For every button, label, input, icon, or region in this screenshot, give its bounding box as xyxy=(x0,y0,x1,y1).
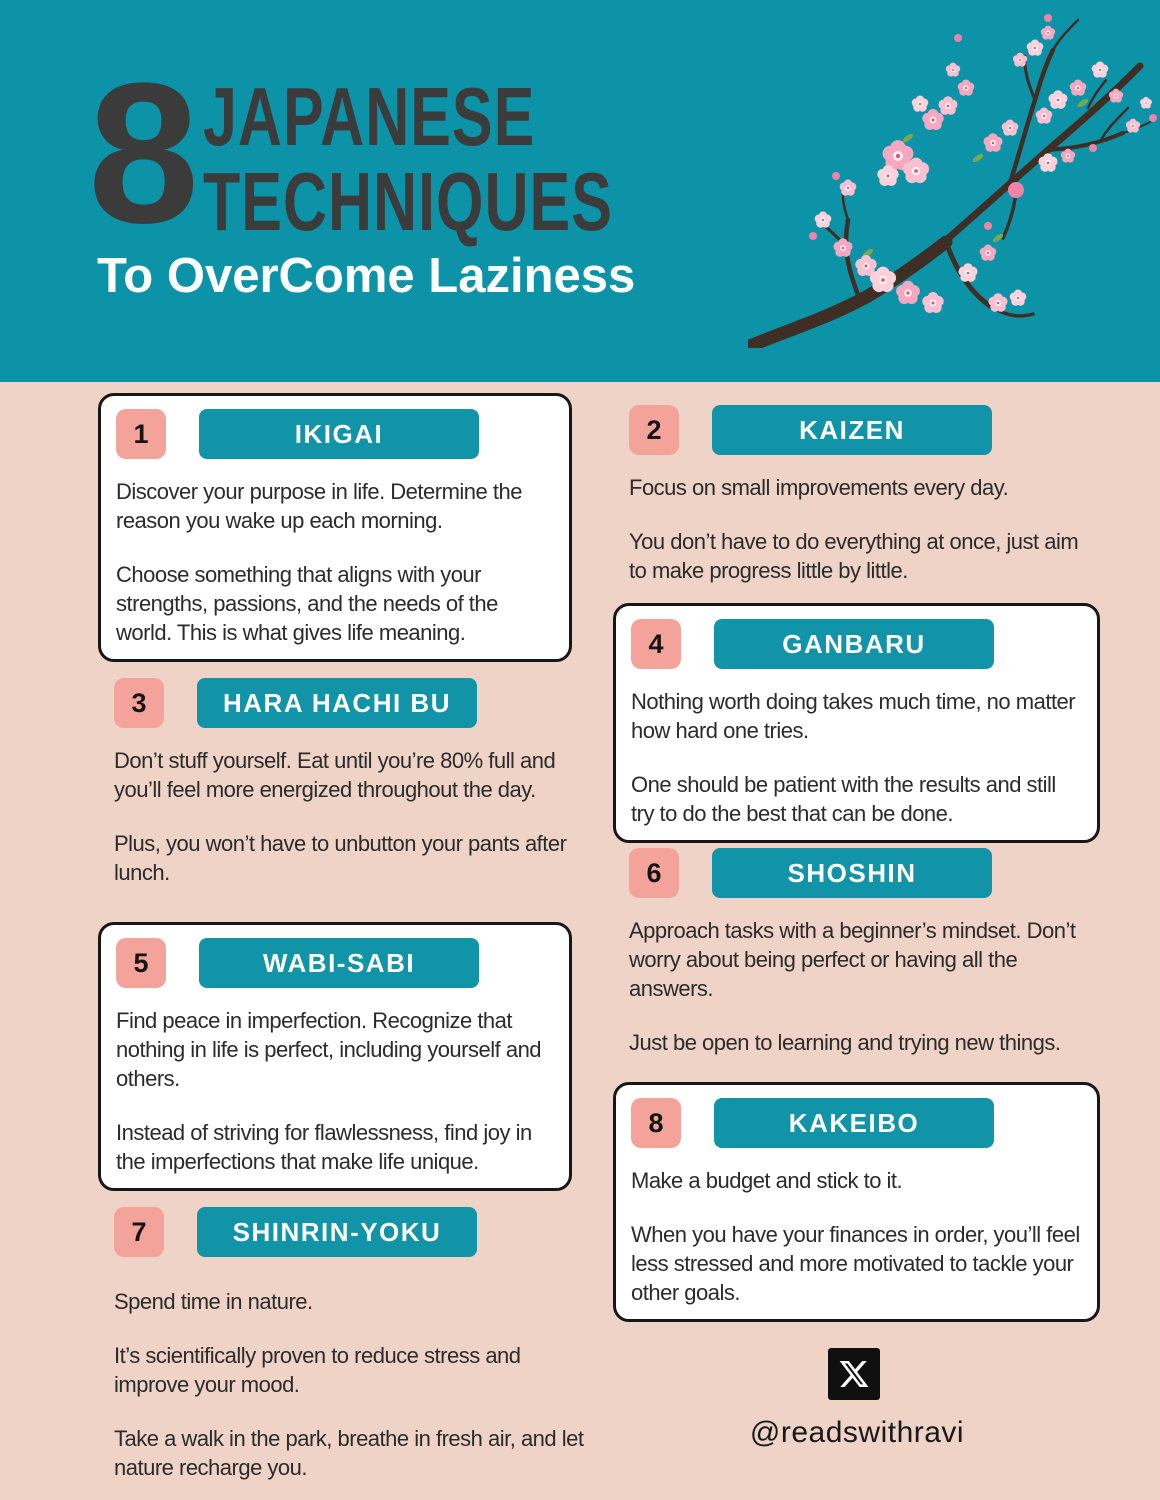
number-badge: 4 xyxy=(631,619,681,669)
card-paragraph: Just be open to learning and trying new things. xyxy=(629,1030,1061,1055)
card-paragraph: Plus, you won’t have to unbutton your pants after lunch. xyxy=(114,831,567,885)
header-banner xyxy=(0,0,1160,382)
card-paragraph: It’s scientifically proven to reduce stress and improve your mood. xyxy=(114,1343,521,1397)
technique-card-kakeibo xyxy=(613,1082,1100,1322)
technique-card-ganbaru xyxy=(613,603,1100,843)
technique-title: KAIZEN xyxy=(712,405,992,455)
technique-card-shoshin xyxy=(613,848,1100,1057)
technique-card-ikigai xyxy=(98,393,572,662)
social-handle: @readswithravi xyxy=(749,1416,965,1449)
technique-title: SHINRIN-YOKU xyxy=(197,1207,477,1257)
technique-card-hara-hachi-bu xyxy=(98,678,598,887)
technique-title: IKIGAI xyxy=(199,409,479,459)
cherry-blossom-branch-icon xyxy=(748,8,1158,353)
title-line-2: TECHNIQUES xyxy=(203,155,613,248)
card-header xyxy=(631,619,1082,669)
card-paragraph: When you have your finances in order, you’ll feel less stressed and more motivated to tackle your other goals. xyxy=(631,1222,1080,1305)
card-paragraph: You don’t have to do everything at once, just aim to make progress little by little. xyxy=(629,529,1079,583)
card-paragraph: Choose something that aligns with your strengths, passions, and the needs of the world. This is what gives life meaning. xyxy=(116,562,498,645)
number-badge: 6 xyxy=(629,848,679,898)
card-paragraph: Spend time in nature. xyxy=(114,1289,313,1314)
number-badge: 5 xyxy=(116,938,166,988)
card-header xyxy=(629,848,1100,898)
x-twitter-logo-icon xyxy=(828,1348,880,1400)
number-badge: 2 xyxy=(629,405,679,455)
technique-title: WABI-SABI xyxy=(199,938,479,988)
subtitle: To OverCome Laziness xyxy=(97,249,636,303)
card-header xyxy=(629,405,1100,455)
technique-card-kaizen xyxy=(613,405,1100,585)
technique-title: KAKEIBO xyxy=(714,1098,994,1148)
technique-card-wabi-sabi xyxy=(98,922,572,1191)
number-badge: 7 xyxy=(114,1207,164,1257)
card-paragraph: Approach tasks with a beginner’s mindset. Don’t worry about being perfect or having all the answers. xyxy=(629,918,1076,1001)
number-badge: 1 xyxy=(116,409,166,459)
card-paragraph: Take a walk in the park, breathe in fresh air, and let nature recharge you. xyxy=(114,1426,584,1480)
technique-card-shinrin-yoku xyxy=(98,1207,598,1482)
technique-title: SHOSHIN xyxy=(712,848,992,898)
card-paragraph: Don’t stuff yourself. Eat until you’re 80% full and you’ll feel more energized throughout the day. xyxy=(114,748,556,802)
number-badge: 8 xyxy=(631,1098,681,1148)
card-header xyxy=(116,938,554,988)
number-badge: 3 xyxy=(114,678,164,728)
card-paragraph: Instead of striving for flawlessness, find joy in the imperfections that make life unique. xyxy=(116,1120,532,1174)
card-paragraph: One should be patient with the results and still try to do the best that can be done. xyxy=(631,772,1056,826)
card-header xyxy=(631,1098,1082,1148)
card-paragraph: Discover your purpose in life. Determine the reason you wake up each morning. xyxy=(116,479,522,533)
technique-title: HARA HACHI BU xyxy=(197,678,477,728)
technique-title: GANBARU xyxy=(714,619,994,669)
card-header xyxy=(116,409,554,459)
card-paragraph: Make a budget and stick to it. xyxy=(631,1168,903,1193)
big-number: 8 xyxy=(88,42,200,265)
card-paragraph: Find peace in imperfection. Recognize that nothing in life is perfect, including yourself and others. xyxy=(116,1008,542,1091)
card-paragraph: Nothing worth doing takes much time, no matter how hard one tries. xyxy=(631,689,1076,743)
title-line-1: JAPANESE xyxy=(203,70,536,163)
card-header xyxy=(114,678,598,728)
card-paragraph: Focus on small improvements every day. xyxy=(629,475,1009,500)
card-header xyxy=(114,1207,598,1257)
